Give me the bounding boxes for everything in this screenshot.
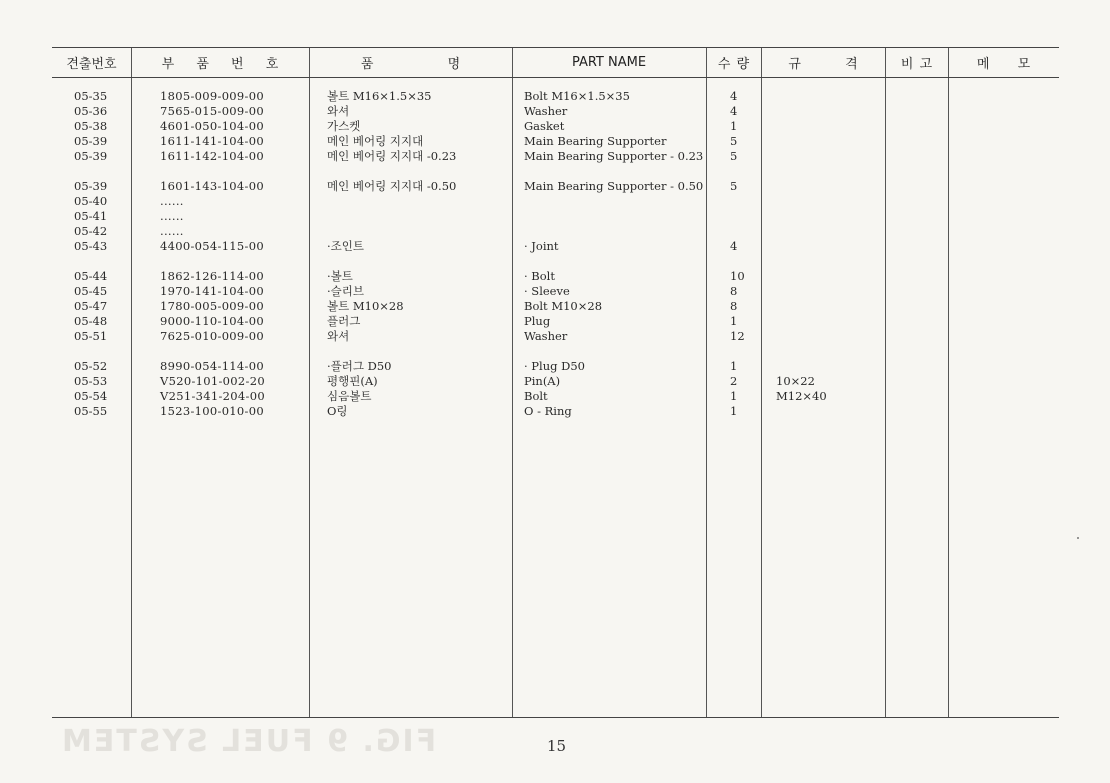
cell-qty: 4 bbox=[730, 104, 738, 118]
cell-part: 1611-141-104-00 bbox=[160, 134, 264, 148]
cell-kname: 메인 베어링 지지대 -0.23 bbox=[327, 149, 457, 163]
cell-qty: 1 bbox=[730, 119, 738, 133]
cell-kname: 평행핀(A) bbox=[327, 374, 378, 388]
cell-part: V251-341-204-00 bbox=[160, 389, 265, 403]
cell-qty: 1 bbox=[730, 389, 738, 403]
table-row bbox=[52, 374, 1059, 389]
cell-ename: Bolt M16×1.5×35 bbox=[524, 89, 630, 103]
cell-ename: Gasket bbox=[524, 119, 565, 133]
cell-spec: M12×40 bbox=[776, 389, 827, 403]
cell-qty: 1 bbox=[730, 404, 738, 418]
header-spec: 규 격 bbox=[788, 57, 858, 72]
page-number: 15 bbox=[547, 737, 567, 755]
cell-no: 05-44 bbox=[74, 269, 108, 283]
cell-no: 05-45 bbox=[74, 284, 108, 298]
table-row bbox=[52, 134, 1059, 149]
table-row bbox=[52, 119, 1059, 134]
cell-qty: 2 bbox=[730, 374, 738, 388]
cell-ename: Washer bbox=[524, 329, 568, 343]
table-row bbox=[52, 329, 1059, 344]
table-row bbox=[52, 314, 1059, 329]
cell-part: 1862-126-114-00 bbox=[160, 269, 264, 283]
cell-kname: 가스켓 bbox=[327, 119, 361, 133]
cell-kname: 메인 베어링 지지대 bbox=[327, 134, 424, 148]
table-row bbox=[52, 179, 1059, 194]
table-row bbox=[52, 404, 1059, 419]
cell-ename: Plug bbox=[524, 314, 551, 328]
cell-kname: ·볼트 bbox=[327, 269, 353, 283]
header-divider bbox=[52, 77, 1059, 78]
cell-kname: 메인 베어링 지지대 -0.50 bbox=[327, 179, 457, 193]
cell-kname: 심음볼트 bbox=[327, 389, 372, 403]
cell-ename: · Bolt bbox=[524, 269, 555, 283]
header-part-no: 부 품 번 호 bbox=[161, 57, 279, 72]
cell-no: 05-38 bbox=[74, 119, 108, 133]
cell-kname: ·슬리브 bbox=[327, 284, 364, 298]
header-part-name: PART NAME bbox=[571, 55, 647, 70]
table-row bbox=[52, 89, 1059, 104]
cell-ename: · Sleeve bbox=[524, 284, 570, 298]
cell-part: ...... bbox=[160, 209, 184, 223]
parts-table bbox=[52, 47, 1059, 718]
header-no: 견출번호 bbox=[66, 57, 117, 72]
table-row bbox=[52, 284, 1059, 299]
cell-no: 05-55 bbox=[74, 404, 108, 418]
cell-part: 1523-100-010-00 bbox=[160, 404, 264, 418]
cell-qty: 8 bbox=[730, 299, 738, 313]
speck bbox=[1077, 537, 1079, 539]
cell-ename: Bolt bbox=[524, 389, 548, 403]
cell-part: ...... bbox=[160, 224, 184, 238]
cell-no: 05-41 bbox=[74, 209, 108, 223]
cell-no: 05-39 bbox=[74, 134, 108, 148]
table-row bbox=[52, 269, 1059, 284]
cell-ename: O - Ring bbox=[524, 404, 572, 418]
table-row bbox=[52, 194, 1059, 209]
cell-no: 05-52 bbox=[74, 359, 108, 373]
cell-no: 05-48 bbox=[74, 314, 108, 328]
cell-no: 05-39 bbox=[74, 149, 108, 163]
cell-part: 7565-015-009-00 bbox=[160, 104, 264, 118]
cell-kname: 와셔 bbox=[327, 104, 350, 118]
cell-no: 05-42 bbox=[74, 224, 108, 238]
cell-kname: O링 bbox=[327, 404, 348, 418]
table-row bbox=[52, 239, 1059, 254]
bleed-through-text: FIG. 9 FUEL SYSTEM bbox=[60, 724, 437, 759]
cell-kname: 와셔 bbox=[327, 329, 350, 343]
cell-no: 05-35 bbox=[74, 89, 108, 103]
cell-kname: 볼트 M16×1.5×35 bbox=[327, 89, 432, 103]
table-row bbox=[52, 359, 1059, 374]
cell-no: 05-40 bbox=[74, 194, 108, 208]
cell-kname: 플러그 bbox=[327, 314, 361, 328]
header-korean-name: 품 명 bbox=[360, 57, 461, 72]
cell-part: 1611-142-104-00 bbox=[160, 149, 264, 163]
cell-part: 9000-110-104-00 bbox=[160, 314, 264, 328]
cell-qty: 5 bbox=[730, 134, 738, 148]
cell-ename: Pin(A) bbox=[524, 374, 561, 388]
cell-part: 4601-050-104-00 bbox=[160, 119, 264, 133]
cell-qty: 1 bbox=[730, 359, 738, 373]
cell-no: 05-43 bbox=[74, 239, 108, 253]
cell-part: ...... bbox=[160, 194, 184, 208]
cell-qty: 5 bbox=[730, 149, 738, 163]
table-row bbox=[52, 224, 1059, 239]
cell-ename: Washer bbox=[524, 104, 568, 118]
table-row bbox=[52, 389, 1059, 404]
table-row bbox=[52, 149, 1059, 164]
cell-ename: · Joint bbox=[524, 239, 559, 253]
cell-no: 05-54 bbox=[74, 389, 108, 403]
cell-kname: 볼트 M10×28 bbox=[327, 299, 404, 313]
table-row bbox=[52, 209, 1059, 224]
cell-part: 1780-005-009-00 bbox=[160, 299, 264, 313]
cell-qty: 4 bbox=[730, 89, 738, 103]
cell-no: 05-47 bbox=[74, 299, 108, 313]
cell-ename: Main Bearing Supporter - 0.23 bbox=[524, 149, 704, 163]
header-remark: 비 고 bbox=[900, 57, 933, 72]
cell-no: 05-51 bbox=[74, 329, 108, 343]
cell-ename: · Plug D50 bbox=[524, 359, 586, 373]
cell-spec: 10×22 bbox=[776, 374, 815, 388]
cell-part: 1805-009-009-00 bbox=[160, 89, 264, 103]
header-memo: 메 모 bbox=[976, 57, 1031, 72]
cell-qty: 12 bbox=[730, 329, 745, 343]
cell-part: 1601-143-104-00 bbox=[160, 179, 264, 193]
cell-part: V520-101-002-20 bbox=[160, 374, 265, 388]
cell-qty: 10 bbox=[730, 269, 745, 283]
cell-qty: 4 bbox=[730, 239, 738, 253]
cell-ename: Bolt M10×28 bbox=[524, 299, 603, 313]
cell-no: 05-53 bbox=[74, 374, 108, 388]
table-row bbox=[52, 104, 1059, 119]
table-row bbox=[52, 299, 1059, 314]
cell-part: 1970-141-104-00 bbox=[160, 284, 264, 298]
cell-part: 7625-010-009-00 bbox=[160, 329, 264, 343]
cell-part: 4400-054-115-00 bbox=[160, 239, 264, 253]
cell-ename: Main Bearing Supporter bbox=[524, 134, 667, 148]
cell-qty: 8 bbox=[730, 284, 738, 298]
cell-qty: 1 bbox=[730, 314, 738, 328]
cell-kname: ·플러그 D50 bbox=[327, 359, 392, 373]
header-qty: 수 량 bbox=[717, 57, 750, 72]
cell-kname: ·조인트 bbox=[327, 239, 364, 253]
cell-qty: 5 bbox=[730, 179, 738, 193]
cell-part: 8990-054-114-00 bbox=[160, 359, 264, 373]
cell-no: 05-36 bbox=[74, 104, 108, 118]
cell-ename: Main Bearing Supporter - 0.50 bbox=[524, 179, 704, 193]
cell-no: 05-39 bbox=[74, 179, 108, 193]
